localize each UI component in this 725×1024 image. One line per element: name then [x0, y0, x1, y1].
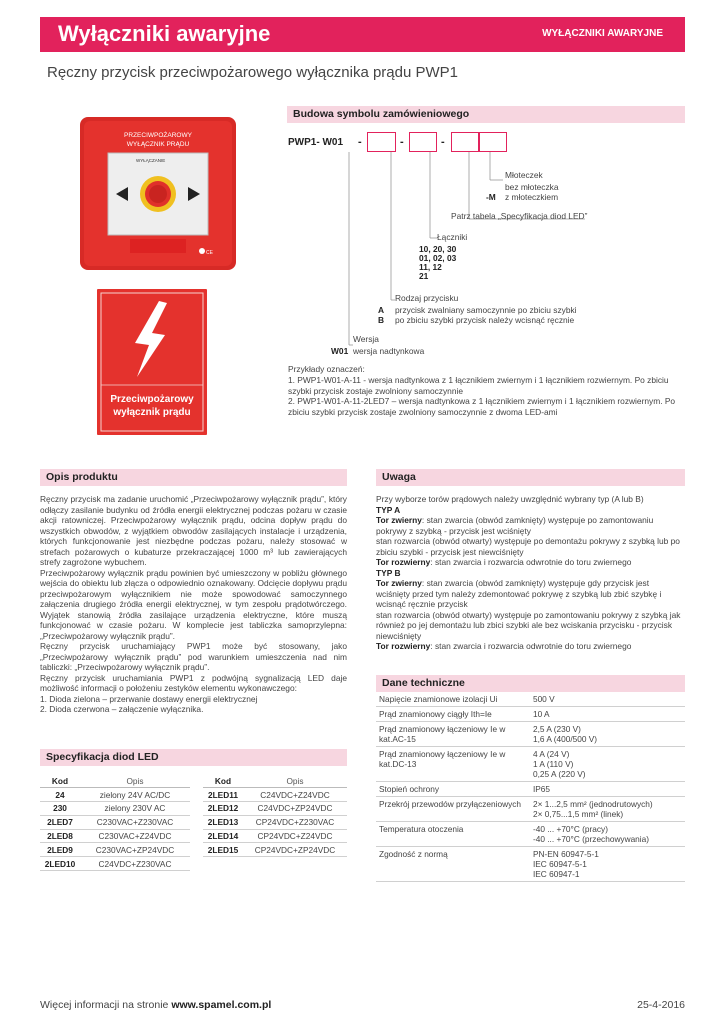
tech-value: IP65 [530, 782, 685, 797]
led-reference: Patrz tabela „Specyfikacja diod LED” [451, 211, 588, 221]
led-table-left [40, 774, 190, 871]
button-a-text: przycisk zwalniany samoczynnie po zbiciu szybki [395, 305, 577, 315]
order-code-tree [0, 0, 725, 360]
tech-param: Prąd znamionowy ciągły Ith=Ie [376, 707, 530, 722]
svg-text:CE: CE [206, 250, 213, 256]
switches-value-3: 11, 12 [419, 262, 442, 272]
tech-param: Napięcie znamionowe izolacji Ui [376, 692, 530, 707]
description-section-title: Opis produktu [46, 471, 118, 483]
hammer-with: z młoteczkiem [505, 192, 559, 202]
led-description: C24VDC+ZP24VDC [243, 802, 347, 816]
hammer-label: Młoteczek [505, 170, 543, 180]
tech-row [376, 722, 685, 747]
led-description: C24VDC+Z230VAC [80, 857, 190, 871]
led-table-right [203, 774, 347, 857]
type-b-open-text: stan rozwarcia (obwód otwarty) występuje po zamontowaniu pokrywy z szybką jak również po jej demontażu lub zbici szybki ale bez wciskania przycisku - przycisk niewciśnięty [376, 609, 681, 641]
type-a-no-label: Tor rozwierny [376, 557, 431, 567]
switches-value-2: 01, 02, 03 [419, 253, 457, 263]
led-code: 2LED12 [203, 802, 243, 816]
tech-value: 10 A [530, 707, 685, 722]
description-p2: Przeciwpożarowy wyłącznik prądu powinien być umieszczony w pobliżu głównego wejścia do obiektu lub złącza o odpowiednio oznakowany. Odcięcie dopływu prądu przeciwpożarowym wyłącznikiem nie może spowodować samoczynnego załączenia drugiego źródła energii elektrycznej, w tym zespołu prądotwórczego. Wyjątek stanowią źródła zasilające urządzenia elektryczne, które muszą funkcjonować w czasie pożaru. W komplecie jest tabliczka samoprzylepna: „Przeciwpożarowy wyłącznik prądu”. [40, 567, 347, 641]
type-a-heading: TYP A [376, 504, 401, 515]
code-dash-2: - [400, 136, 404, 148]
switches-value-1: 10, 20, 30 [419, 244, 457, 254]
type-b-no-label: Tor rozwierny [376, 641, 431, 651]
button-b-text: po zbiciu szybki przycisk należy wcisnąć ręcznie [395, 315, 575, 325]
description-p1: Ręczny przycisk ma zadanie uruchomić „Przeciwpożarowy wyłącznik prądu”, który odłączy zasilanie budynku od źródła energii elektrycznej podczas pożaru w czasie akcji ratowniczej. Przeciwpożarowy wyłącznik prądu, odcina dopływ prądu do wszystkich obwodów, z wyjątkiem obwodów zasilających instalacje i urządzenia, których funkcjonowanie jest niezbędne podczas pożaru, należy stosować w strefach pożarowych o kubaturze przekraczającej 1000 m³ lub zawierających strefy zagrożone wybuchem. [40, 494, 347, 567]
tech-param: Prąd znamionowy łączeniowy Ie w kat.AC-15 [376, 722, 530, 747]
button-a-code: A [378, 305, 385, 315]
tech-value: 500 V [530, 692, 685, 707]
led-code: 2LED9 [40, 843, 80, 857]
tech-value: -40 ... +70°C (pracy) -40 ... +70°C (przechowywania) [530, 822, 685, 847]
led-section-title: Specyfikacja diod LED [46, 751, 159, 763]
product-subtitle: Ręczny przycisk przeciwpożarowego wyłącznika prądu PWP1 [47, 64, 458, 81]
led-row [40, 829, 190, 843]
version-code: W01 [331, 346, 349, 356]
led-description: C230VAC+Z24VDC [80, 829, 190, 843]
led-description: C230VAC+Z230VAC [80, 815, 190, 829]
button-type-label: Rodzaj przycisku [395, 293, 459, 303]
led-description: CP24VDC+ZP24VDC [243, 843, 347, 857]
code-dash-1: - [358, 136, 362, 148]
type-b-no-text: : stan zwarcia i rozwarcia odwrotnie do toru zwiernego [430, 641, 632, 651]
led-row [40, 843, 190, 857]
led-code: 2LED8 [40, 829, 80, 843]
led-row [40, 802, 190, 816]
hammer-code: -M [486, 192, 496, 202]
example-2: 2. PWP1-W01-A-11-2LED7 – wersja nadtynkowa z 1 łącznikiem zwiernym i 1 łącznikiem rozwiernym. Po zbiciu szybki przycisk zostaje zwolniony samoczynnie z dwoma LED-ami [288, 396, 676, 417]
type-a-nc-text: : stan zwarcia (obwód zamknięty) występuje po zamontowaniu pokrywy z szybką - przycisk jest wciśnięty [376, 515, 654, 536]
notice-section-title: Uwaga [382, 471, 416, 483]
led-code: 2LED15 [203, 843, 243, 857]
led-code: 2LED14 [203, 829, 243, 843]
description-p3: Ręczny przycisk uruchamiający PWP1 może być stosowany, jako „Przeciwpożarowy wyłącznik prądu” pod warunkiem umieszczenia nad nim tabliczki: „Przeciwpożarowy wyłącznik prądu”. [40, 641, 347, 672]
led-code: 2LED7 [40, 815, 80, 829]
notice-section-bar [376, 469, 685, 486]
led-code: 24 [40, 788, 80, 802]
order-code-prefix: PWP1- W01 [288, 137, 344, 148]
led-row [40, 815, 190, 829]
product-label-1: PRZECIWPOŻAROWY [124, 132, 192, 139]
button-b-code: B [378, 315, 385, 325]
led-row [203, 788, 347, 802]
led-row [203, 843, 347, 857]
led-code: 2LED10 [40, 857, 80, 871]
description-text [40, 494, 347, 715]
tech-param: Prąd znamionowy łączeniowy Ie w kat.DC-13 [376, 747, 530, 782]
switches-value-4: 21 [419, 271, 429, 281]
tech-value: 2,5 A (230 V) 1,6 A (400/500 V) [530, 722, 685, 747]
led-description: C24VDC+Z24VDC [243, 788, 347, 802]
notice-text [376, 494, 685, 652]
type-a-no-text: : stan zwarcia i rozwarcia odwrotnie do toru zwiernego [430, 557, 632, 567]
footer-more-info: Więcej informacji na stronie [40, 999, 169, 1011]
tech-row [376, 822, 685, 847]
led-code: 230 [40, 802, 80, 816]
tech-row [376, 847, 685, 882]
led-row [203, 829, 347, 843]
footer-url[interactable]: www.spamel.com.pl [171, 999, 272, 1011]
tech-value: 2× 1...2,5 mm² (jednodrutowych) 2× 0,75...1,5 mm² (linek) [530, 797, 685, 822]
footer-info [40, 999, 271, 1011]
examples-title: Przykłady oznaczeń: [288, 364, 365, 374]
led-row [40, 857, 190, 871]
led-col-opis: Opis [80, 774, 190, 788]
switches-label: Łączniki [437, 232, 468, 242]
description-section-bar [40, 469, 347, 486]
tech-row [376, 797, 685, 822]
order-code-section-title: Budowa symbolu zamówieniowego [293, 108, 470, 120]
led-row [203, 815, 347, 829]
version-label: Wersja [353, 334, 379, 344]
tech-param: Zgodność z normą [376, 847, 530, 882]
tech-row [376, 692, 685, 707]
description-p4: Ręczny przycisk uruchamiania PWP1 z podwójną sygnalizacją LED daje możliwość informacji o położeniu zestyków elementu wykonawczego: [40, 672, 347, 693]
led-description: C230VAC+ZP24VDC [80, 843, 190, 857]
type-b-heading: TYP B [376, 567, 401, 578]
footer-date: 25-4-2016 [637, 999, 685, 1011]
code-dash-3: - [441, 136, 445, 148]
tech-row [376, 782, 685, 797]
type-b-nc-text: : stan zwarcia (obwód zamknięty) występuje gdy przycisk jest wciśnięty przed tym należy zdemontować pokrywę z szybką lub zbić szybkę i wcisnąć ręcznie przycisk [376, 578, 662, 609]
window-label: WYŁĄCZANIE [136, 158, 166, 163]
led-code: 2LED13 [203, 815, 243, 829]
led-col-opis: Opis [243, 774, 347, 788]
tech-param: Przekrój przewodów przyłączeniowych [376, 797, 530, 822]
tech-param: Temperatura otoczenia [376, 822, 530, 847]
page-title: Wyłączniki awaryjne [58, 21, 271, 46]
category-label: WYŁĄCZNIKI AWARYJNE [542, 28, 663, 39]
type-b-nc-label: Tor zwierny [376, 578, 422, 588]
tech-param: Stopień ochrony [376, 782, 530, 797]
tech-value: PN-EN 60947-5-1 IEC 60947-5-1 IEC 60947-1 [530, 847, 685, 882]
tech-value: 4 A (24 V) 1 A (110 V) 0,25 A (220 V) [530, 747, 685, 782]
description-p6: 2. Dioda czerwona – załączenie wyłącznika. [40, 704, 204, 714]
led-description: zielony 24V AC/DC [80, 788, 190, 802]
led-description: zielony 230V AC [80, 802, 190, 816]
led-col-kod: Kod [203, 774, 243, 788]
led-row [203, 802, 347, 816]
led-description: CP24VDC+Z230VAC [243, 815, 347, 829]
tech-section-title: Dane techniczne [382, 677, 465, 689]
tech-table [376, 692, 685, 882]
version-text: wersja nadtynkowa [353, 346, 425, 356]
example-1: 1. PWP1-W01-A-11 - wersja nadtynkowa z 1 łącznikiem zwiernym i 1 łącznikiem rozwiernym. Po zbiciu szybki przycisk zostaje zwolniony samoczynnie [288, 375, 669, 396]
sign-text-2: wyłącznik prądu [113, 407, 191, 418]
tech-row [376, 707, 685, 722]
led-code: 2LED11 [203, 788, 243, 802]
tech-row [376, 747, 685, 782]
product-label-2: WYŁĄCZNIK PRĄDU [126, 141, 190, 148]
led-section-bar [40, 749, 347, 766]
led-col-kod: Kod [40, 774, 80, 788]
led-description: CP24VDC+Z24VDC [243, 829, 347, 843]
hammer-none: bez młoteczka [505, 182, 559, 192]
description-p5: 1. Dioda zielona – przerwanie dostawy energii elektrycznej [40, 693, 258, 704]
led-row [40, 788, 190, 802]
tech-section-bar [376, 675, 685, 692]
sign-text-1: Przeciwpożarowy [110, 394, 194, 405]
notice-intro: Przy wyborze torów prądowych należy uwzględnić wybrany typ (A lub B) [376, 494, 644, 504]
type-a-open-text: stan rozwarcia (obwód otwarty) występuje po demontażu pokrywy z szybką lub po zbiciu szybki - przycisk jest niewciśnięty [376, 536, 680, 557]
type-a-nc-label: Tor zwierny [376, 515, 422, 525]
